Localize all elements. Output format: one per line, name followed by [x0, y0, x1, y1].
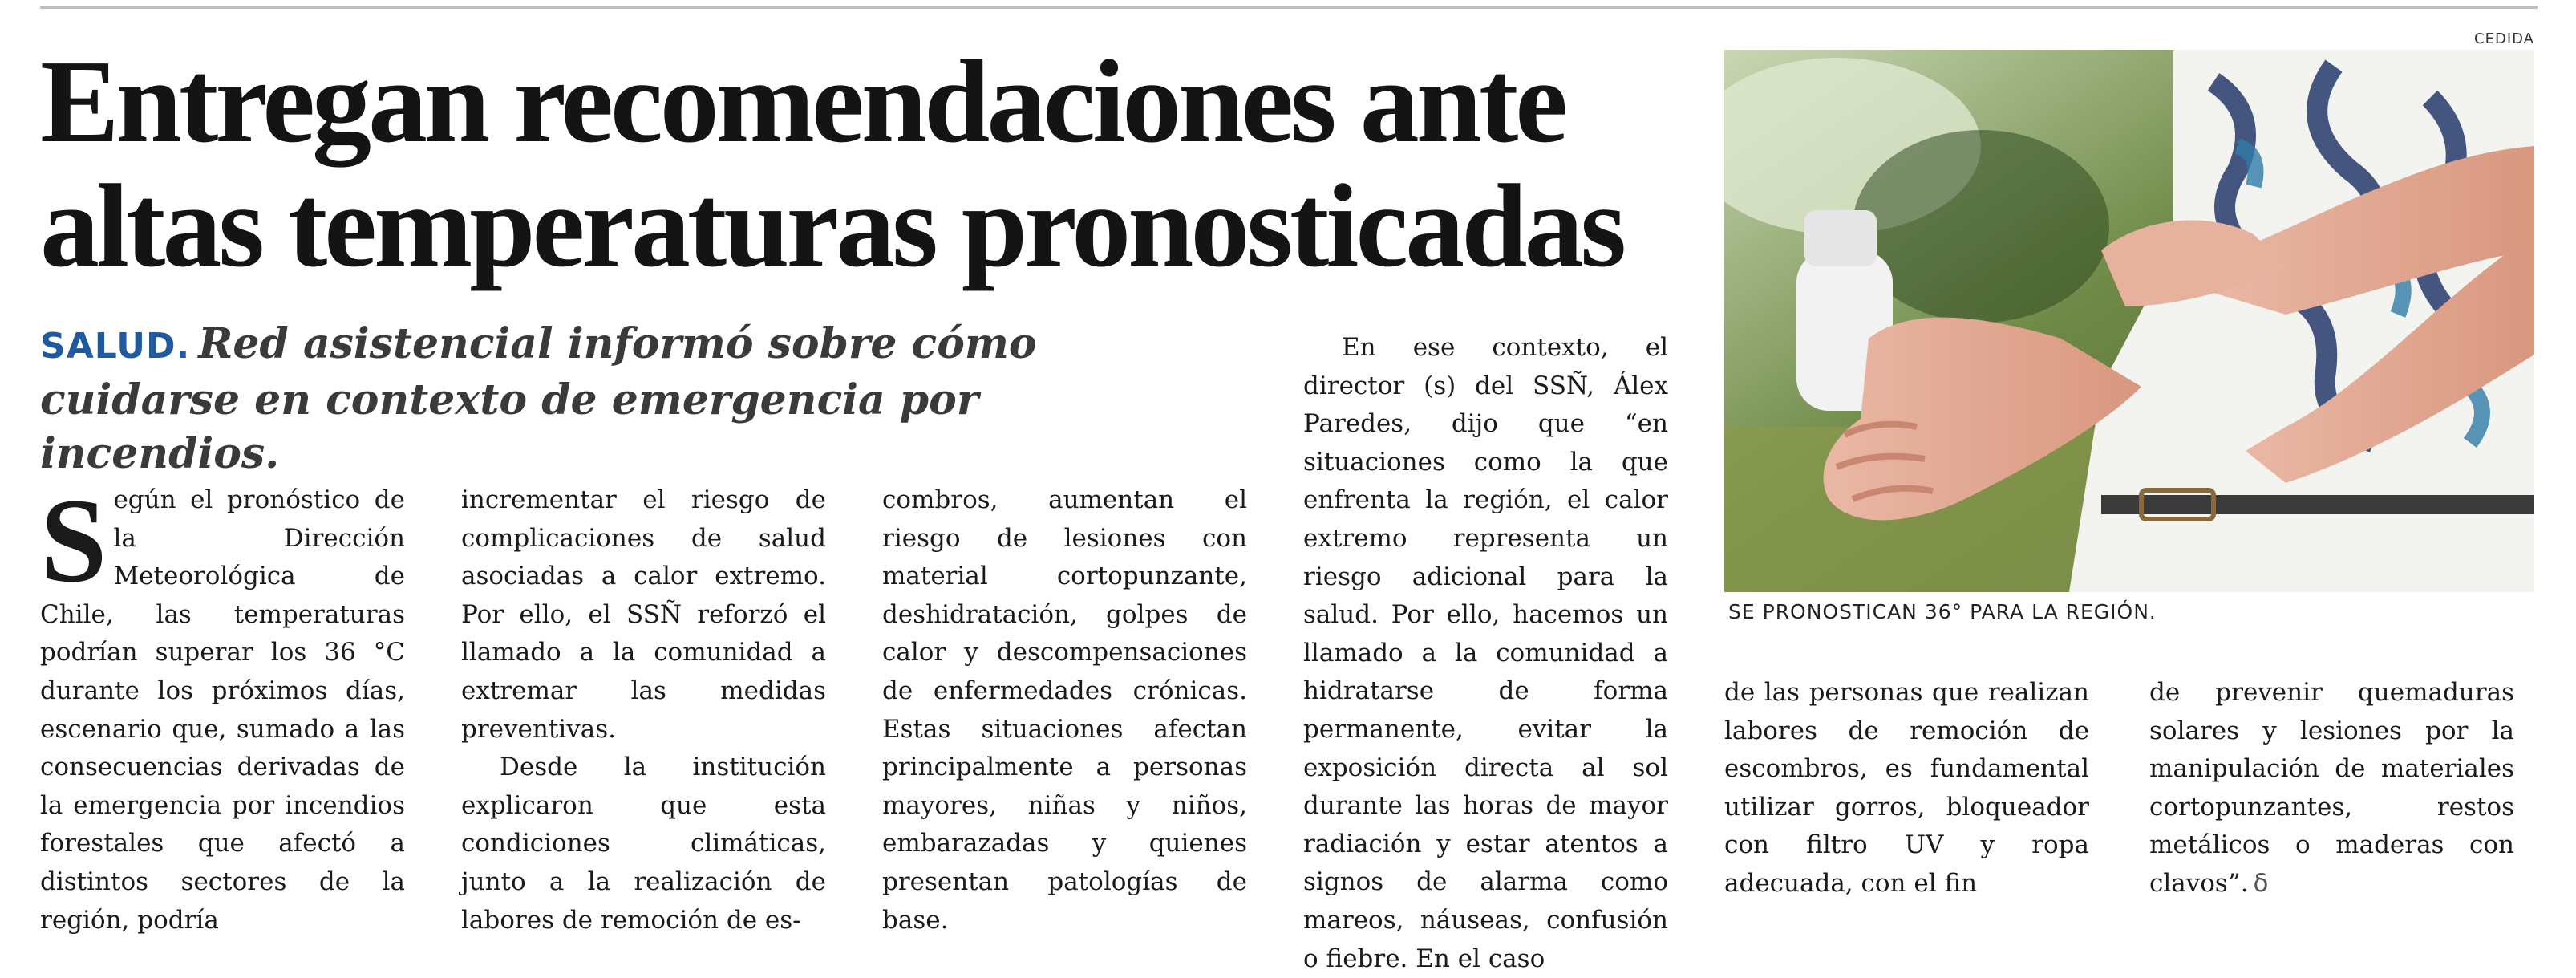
section-tag: SALUD. — [40, 326, 191, 367]
deck — [40, 317, 1195, 481]
paragraph: combros, aumentan el riesgo de lesiones con material cortopunzante, deshidratación, golpes de calor y descompensaciones de enfermedades crónicas. Estas situaciones afectan principalmente a personas mayores, niñas y niños, embarazadas y quienes presentan patologías de base. — [882, 485, 1247, 935]
paragraph: egún el pronóstico de la Dirección Meteorológica de Chile, las temperaturas podrían superar los 36 °C durante los próximos días, escenario que, sumado a las consecuencias derivadas de la emergencia por incendios forestales que afectó a distintos sectores de la región, podría — [40, 485, 405, 935]
headline: Entregan recomendaciones ante altas temperaturas pronosticadas — [40, 36, 1624, 292]
paragraph: En ese contexto, el director (s) del SSÑ, Álex Paredes, dijo que “en situaciones como la que enfrenta la región, el calor extremo representa un riesgo adicional para la salud. Por ello, hacemos un llamado a la comunidad a hidratarse de forma permanente, evitar la exposición directa al sol durante las horas de mayor radiación y estar atentos a signos de alarma como mareos, náuseas, confusión o fiebre. En el caso — [1303, 333, 1668, 973]
column-6 — [2149, 674, 2514, 903]
photo-credit: CEDIDA — [2474, 30, 2534, 47]
deck-text: Red asistencial informó sobre cómo cuidarse en contexto de emergencia por incendios. — [40, 319, 1037, 478]
column-5 — [1724, 674, 2089, 903]
paragraph — [2149, 674, 2514, 903]
paragraph: incrementar el riesgo de complicaciones de salud asociadas a calor extremo. Por ello, el SSÑ reforzó el llamado a la comunidad a extremar las medidas preventivas. — [461, 485, 826, 744]
column-3 — [882, 481, 1247, 939]
column-2 — [461, 481, 826, 939]
drop-cap: S — [40, 474, 107, 607]
paragraph-text: de prevenir quemaduras solares y lesiones por la manipulación de materiales cortopunzantes, restos metálicos o maderas con clavos”. — [2149, 678, 2514, 898]
paragraph: Desde la institución explicaron que esta condiciones climáticas, junto a la realización de labores de remoción de es- — [461, 753, 826, 935]
paragraph: de las personas que realizan labores de remoción de escombros, es fundamental utilizar gorros, bloqueador con filtro UV y ropa adecuada, con el fin — [1724, 678, 2089, 898]
top-rule — [40, 6, 2538, 9]
column-4 — [1303, 329, 1668, 978]
column-1 — [40, 474, 405, 939]
photo-caption: SE PRONOSTICAN 36° PARA LA REGIÓN. — [1728, 600, 2157, 623]
end-mark-icon: δ — [2253, 868, 2269, 898]
article-photo — [1724, 50, 2534, 592]
photo-illustration — [1724, 50, 2534, 592]
